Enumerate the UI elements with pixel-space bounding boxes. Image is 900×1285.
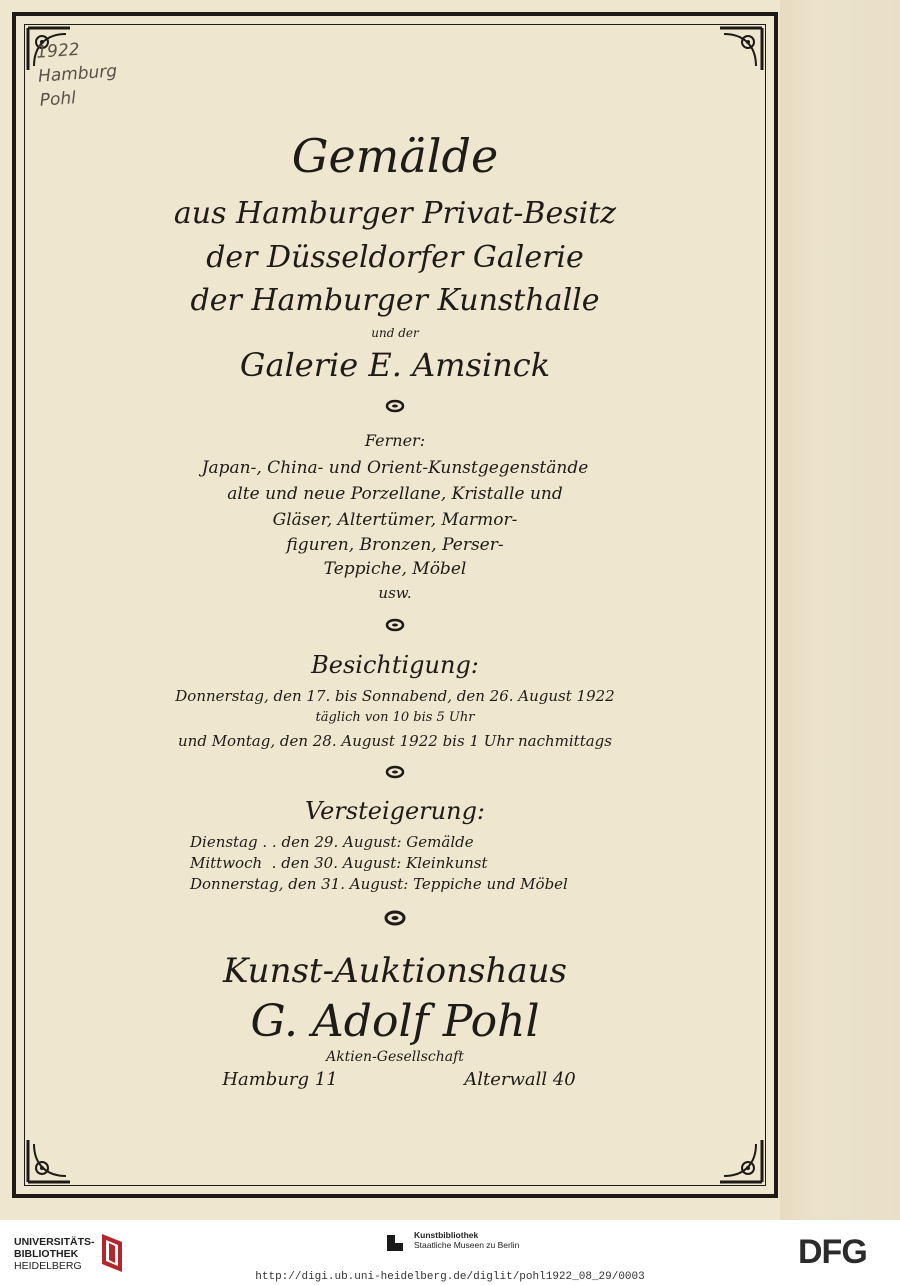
ornament-divider-2 xyxy=(383,617,407,633)
title-line-3: der Hamburger Kunsthalle xyxy=(190,283,600,318)
versteigerung-line: Mittwoch . den 30. August: Kleinkunst xyxy=(190,854,488,872)
permalink-url[interactable]: http://digi.ub.uni-heidelberg.de/diglit/pohl1922_08_29/0003 xyxy=(255,1271,645,1283)
publisher-street: Alterwall 40 xyxy=(464,1069,576,1090)
versteigerung-heading: Versteigerung: xyxy=(304,797,486,825)
ferner-line: figuren, Bronzen, Perser- xyxy=(286,535,504,555)
publisher-line-1: Kunst-Auktionshaus xyxy=(223,951,567,991)
title-line-1: aus Hamburger Privat-Besitz xyxy=(173,196,617,231)
versteigerung-line: Donnerstag, den 31. August: Teppiche und Möbel xyxy=(190,875,568,893)
corner-ornament-bottom-left xyxy=(26,1138,72,1184)
ferner-line: Japan-, China- und Orient-Kunstgegenstände xyxy=(201,458,589,478)
title-conjunction: und der xyxy=(371,326,419,340)
handwritten-note-name: Pohl xyxy=(39,88,77,111)
dfg-logo[interactable]: DFG xyxy=(798,1233,867,1271)
besichtigung-heading: Besichtigung: xyxy=(311,651,479,679)
ub-logo-line-2: BIBLIOTHEK xyxy=(14,1248,79,1260)
besichtigung-line: täglich von 10 bis 5 Uhr xyxy=(315,710,475,725)
handwritten-note xyxy=(36,35,120,112)
besichtigung-line: Donnerstag, den 17. bis Sonnabend, den 26. August 1922 xyxy=(175,687,615,705)
corner-ornament-top-right xyxy=(718,26,764,72)
publisher-company: Aktien-Gesellschaft xyxy=(326,1049,464,1065)
handwritten-note-year: 1922 xyxy=(35,39,81,63)
page-edge xyxy=(780,0,900,1220)
ferner-line: Gläser, Altertümer, Marmor- xyxy=(272,510,518,530)
ub-heidelberg-mark-icon xyxy=(98,1228,126,1274)
title-line-4: Galerie E. Amsinck xyxy=(239,346,551,384)
versteigerung-line: Dienstag . . den 29. August: Gemälde xyxy=(190,833,474,851)
ferner-heading: Ferner: xyxy=(364,431,426,450)
ornament-divider-4 xyxy=(383,910,407,926)
besichtigung-line: und Montag, den 28. August 1922 bis 1 Uhr nachmittags xyxy=(178,732,612,750)
title-line-2: der Düsseldorfer Galerie xyxy=(206,240,584,275)
ferner-line: Teppiche, Möbel xyxy=(323,559,467,579)
corner-ornament-bottom-right xyxy=(718,1138,764,1184)
kunstbibliothek-subtitle: Staatliche Museen zu Berlin xyxy=(414,1240,520,1250)
publisher-city: Hamburg 11 xyxy=(222,1069,338,1090)
publisher-name: G. Adolf Pohl xyxy=(250,996,540,1047)
ub-logo-line-3: HEIDELBERG xyxy=(14,1260,82,1272)
ornament-divider-3 xyxy=(383,764,407,780)
kunstbibliothek-logo[interactable] xyxy=(414,1230,519,1250)
ferner-line: alte und neue Porzellane, Kristalle und xyxy=(227,484,563,504)
ferner-line: usw. xyxy=(378,584,412,602)
ub-heidelberg-logo[interactable] xyxy=(14,1236,95,1272)
ornament-divider-1 xyxy=(383,398,407,414)
ub-logo-line-1: UNIVERSITÄTS- xyxy=(14,1236,95,1248)
handwritten-note-city: Hamburg xyxy=(37,61,118,87)
kunstbibliothek-mark-icon xyxy=(384,1232,406,1254)
kunstbibliothek-title: Kunstbibliothek xyxy=(414,1230,479,1240)
title-main: Gemälde xyxy=(291,129,499,183)
